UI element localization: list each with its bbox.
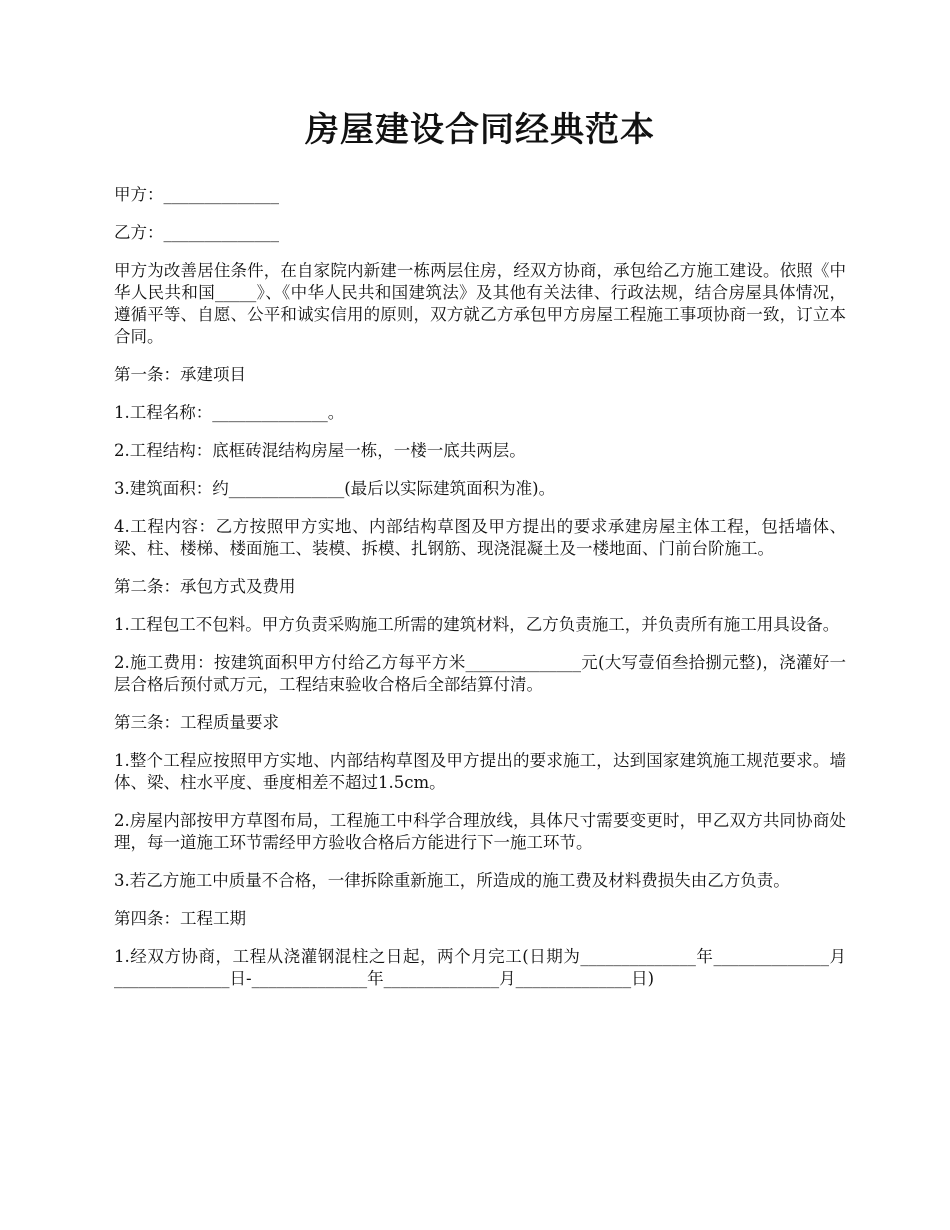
article-2-item-1: 1.工程包工不包料。甲方负责采购施工所需的建筑材料，乙方负责施工，并负责所有施工用具设备。 (114, 615, 840, 634)
document-title: 房屋建设合同经典范本 (305, 110, 655, 150)
party-a-line: 甲方：______________ (114, 185, 279, 204)
article-3-heading: 第三条：工程质量要求 (114, 713, 279, 732)
article-3-item-1: 1.整个工程应按照甲方实地、内部结构草图及甲方提出的要求施工，达到国家建筑施工规范要求。墙体、梁、柱水平度、垂度相差不超过1.5cm。 (114, 751, 846, 792)
article-3-item-3: 3.若乙方施工中质量不合格，一律拆除重新施工，所造成的施工费及材料费损失由乙方负责。 (114, 871, 790, 890)
article-1-heading: 第一条：承建项目 (114, 365, 246, 384)
article-4-heading: 第四条：工程工期 (114, 909, 246, 928)
article-1-item-4: 4.工程内容：乙方按照甲方实地、内部结构草图及甲方提出的要求承建房屋主体工程，包括墙体、梁、柱、楼梯、楼面施工、装模、拆模、扎钢筋、现浇混凝土及一楼地面、门前台阶施工。 (114, 517, 846, 558)
article-4-item-1: 1.经双方协商，工程从浇灌钢混柱之日起，两个月完工(日期为______________年______________月______________日-______________年______________月______________日) (114, 947, 846, 988)
article-1-item-3: 3.建筑面积：约______________(最后以实际建筑面积为准)。 (114, 479, 556, 498)
article-1-item-1: 1.工程名称：______________。 (114, 403, 345, 422)
party-b-line: 乙方：______________ (114, 223, 279, 242)
article-3-item-2: 2.房屋内部按甲方草图布局，工程施工中科学合理放线，具体尺寸需要变更时，甲乙双方共同协商处理，每一道施工环节需经甲方验收合格后方能进行下一施工环节。 (114, 811, 846, 852)
preamble-paragraph: 甲方为改善居住条件，在自家院内新建一栋两层住房，经双方协商，承包给乙方施工建设。依照《中华人民共和国_____》、《中华人民共和国建筑法》及其他有关法律、行政法规，结合房屋具体情况，遵循平等、自愿、公平和诚实信用的原则，双方就乙方承包甲方房屋工程施工事项协商一致，订立本合同。 (114, 261, 846, 346)
article-2-heading: 第二条：承包方式及费用 (114, 577, 296, 596)
article-1-item-2: 2.工程结构：底框砖混结构房屋一栋，一楼一底共两层。 (114, 441, 526, 460)
article-2-item-2: 2.施工费用：按建筑面积甲方付给乙方每平方米______________元(大写壹佰叁拾捌元整)，浇灌好一层合格后预付贰万元，工程结束验收合格后全部结算付清。 (114, 653, 846, 694)
